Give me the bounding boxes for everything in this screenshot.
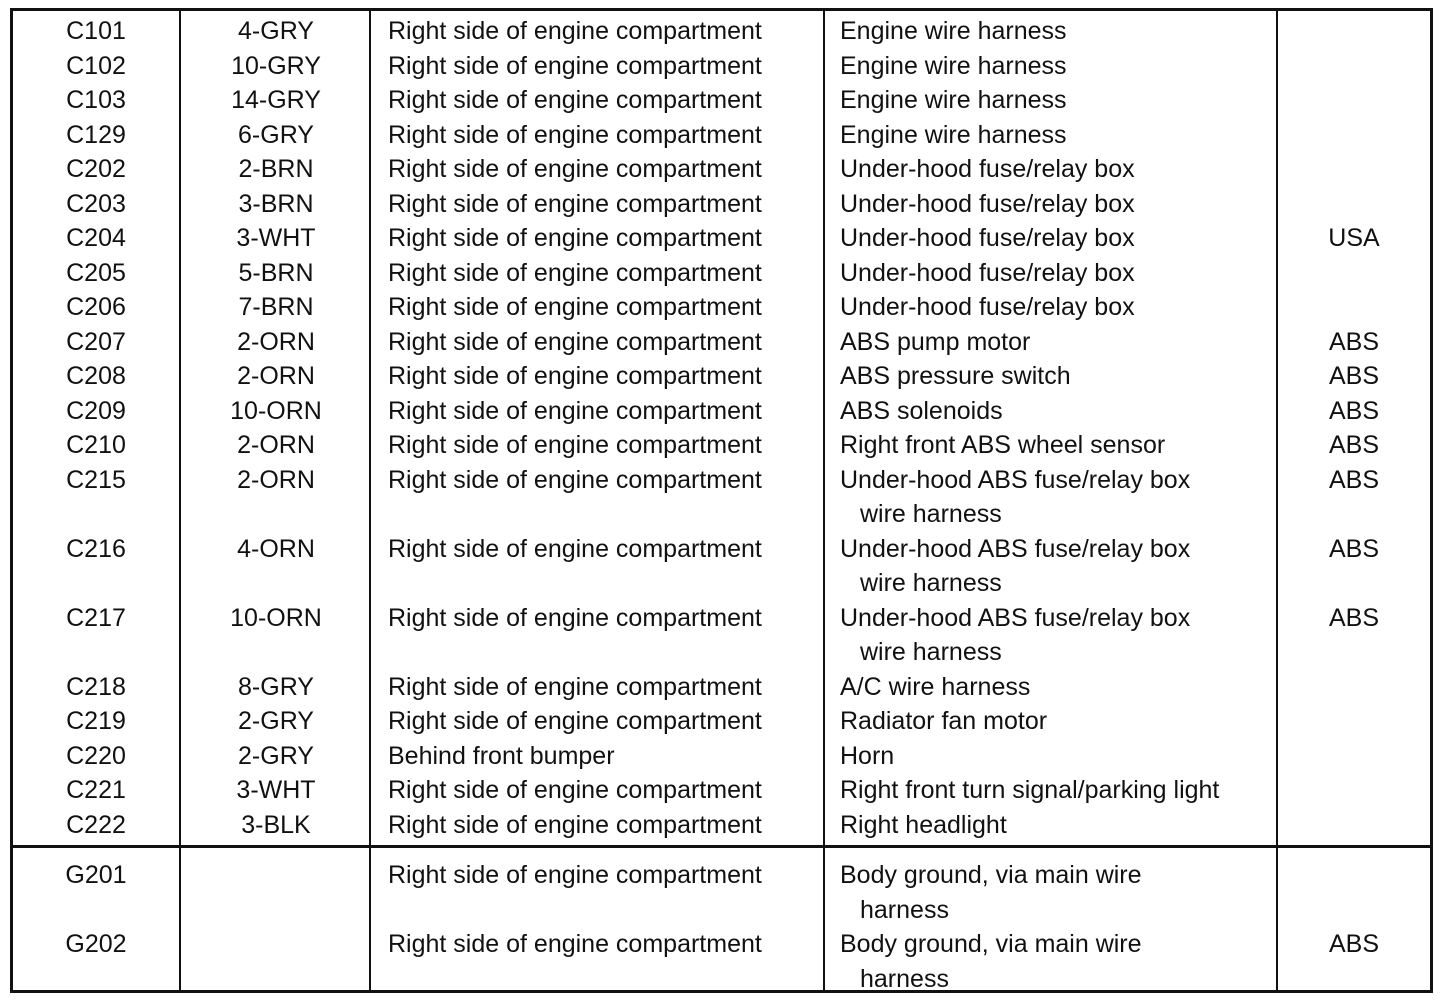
notes-cell: USA <box>1328 224 1380 252</box>
wire-color-cell: 10-GRY <box>231 51 321 80</box>
wire-color-cell: 2-GRY <box>238 741 314 770</box>
location-cell: Right side of engine compartment <box>388 672 762 701</box>
wire-color-cell: 2-GRY <box>238 707 314 735</box>
location-cell: Right side of engine compartment <box>388 120 762 149</box>
wire-color-cell: 3-BLK <box>241 810 311 839</box>
connector-cell: C207 <box>66 327 126 356</box>
location-cell: Right side of engine compartment <box>388 293 762 321</box>
location-cell: Right side of engine compartment <box>388 51 762 80</box>
notes-cell: ABS <box>1328 603 1380 632</box>
notes-cell: ABS <box>1328 465 1380 494</box>
connector-cell: C209 <box>66 396 126 425</box>
connects-to-cell: Under-hood fuse/relay box <box>840 293 1135 321</box>
connects-to-cell: Under-hood fuse/relay box <box>840 189 1135 218</box>
connects-to-cell: Engine wire harness <box>840 120 1067 149</box>
location-cell: Right side of engine compartment <box>388 861 762 889</box>
location-cell: Right side of engine compartment <box>388 396 762 425</box>
connects-to-cell: ABS solenoids <box>840 396 1003 425</box>
location-cell: Right side of engine compartment <box>388 603 762 632</box>
connector-cell: C217 <box>66 603 126 632</box>
connector-cell: C204 <box>66 224 126 252</box>
connects-to-cell: Right front turn signal/parking light <box>840 776 1220 804</box>
wire-color-cell: 3-WHT <box>236 224 316 252</box>
notes-cell: ABS <box>1328 327 1380 356</box>
connects-to-cell: Engine wire harness <box>840 17 1067 45</box>
connector-cell: C206 <box>66 293 126 321</box>
wire-color-cell: 2-ORN <box>237 465 315 494</box>
notes-cell: ABS <box>1328 362 1380 390</box>
wire-color-cell: 8-GRY <box>238 672 314 701</box>
connects-to-cell: wire harness <box>860 638 1002 666</box>
connector-cell: C216 <box>66 534 126 563</box>
wire-color-cell: 10-ORN <box>230 396 322 425</box>
connector-cell: C218 <box>66 672 126 701</box>
wire-color-cell: 4-ORN <box>237 534 315 563</box>
notes-cell: ABS <box>1328 930 1380 958</box>
wire-color-cell: 2-ORN <box>237 431 315 459</box>
location-cell: Right side of engine compartment <box>388 431 762 459</box>
connects-to-cell: Engine wire harness <box>840 86 1067 114</box>
connector-cell: C219 <box>66 707 126 735</box>
connects-to-cell: Body ground, via main wire <box>840 861 1142 889</box>
connector-cell: C102 <box>66 51 126 80</box>
connector-cell: C205 <box>66 258 126 287</box>
wire-color-cell: 6-GRY <box>238 120 314 149</box>
location-cell: Right side of engine compartment <box>388 930 762 958</box>
location-cell: Right side of engine compartment <box>388 776 762 804</box>
connects-to-cell: A/C wire harness <box>840 672 1031 701</box>
location-cell: Right side of engine compartment <box>388 327 762 356</box>
connects-to-cell: harness <box>860 964 949 993</box>
connector-cell: C222 <box>66 810 126 839</box>
connector-cell: C220 <box>66 741 126 770</box>
connects-to-cell: ABS pump motor <box>840 327 1031 356</box>
connector-cell: C210 <box>66 431 126 459</box>
wire-color-cell: 3-BRN <box>238 189 314 218</box>
connects-to-cell: Under-hood ABS fuse/relay box <box>840 465 1191 494</box>
location-cell: Right side of engine compartment <box>388 155 762 183</box>
connector-cell: C202 <box>66 155 126 183</box>
wire-color-cell: 2-BRN <box>238 155 314 183</box>
location-cell: Right side of engine compartment <box>388 707 762 735</box>
connects-to-cell: Under-hood ABS fuse/relay box <box>840 534 1191 563</box>
connects-to-cell: ABS pressure switch <box>840 362 1071 390</box>
location-cell: Right side of engine compartment <box>388 189 762 218</box>
wire-color-cell: 5-BRN <box>238 258 314 287</box>
notes-cell: ABS <box>1328 534 1380 563</box>
location-cell: Right side of engine compartment <box>388 810 762 839</box>
wire-color-cell: 2-ORN <box>237 362 315 390</box>
location-cell: Right side of engine compartment <box>388 534 762 563</box>
connects-to-cell: Body ground, via main wire <box>840 930 1142 958</box>
connector-cell: G201 <box>65 861 127 889</box>
connects-to-cell: Under-hood fuse/relay box <box>840 224 1135 252</box>
connector-table <box>10 8 1433 993</box>
connects-to-cell: Right headlight <box>840 810 1007 839</box>
connector-cell: C215 <box>66 465 126 494</box>
connects-to-cell: wire harness <box>860 569 1002 597</box>
connector-cell: C203 <box>66 189 126 218</box>
connects-to-cell: wire harness <box>860 500 1002 528</box>
connects-to-cell: Horn <box>840 741 895 770</box>
location-cell: Right side of engine compartment <box>388 224 762 252</box>
wire-color-cell: 3-WHT <box>236 776 316 804</box>
wire-color-cell: 2-ORN <box>237 327 315 356</box>
section-divider <box>13 845 1430 848</box>
connects-to-cell: Under-hood ABS fuse/relay box <box>840 603 1191 632</box>
connector-cell: C221 <box>66 776 126 804</box>
wire-color-cell: 10-ORN <box>230 603 322 632</box>
connects-to-cell: Engine wire harness <box>840 51 1067 80</box>
location-cell: Behind front bumper <box>388 741 615 770</box>
connector-cell: C208 <box>66 362 126 390</box>
location-cell: Right side of engine compartment <box>388 258 762 287</box>
connects-to-cell: Radiator fan motor <box>840 707 1048 735</box>
location-cell: Right side of engine compartment <box>388 17 762 45</box>
connector-cell: C129 <box>66 120 126 149</box>
connects-to-cell: harness <box>860 895 949 924</box>
connector-cell: C101 <box>66 17 126 45</box>
connects-to-cell: Right front ABS wheel sensor <box>840 431 1166 459</box>
location-cell: Right side of engine compartment <box>388 86 762 114</box>
notes-cell: ABS <box>1328 431 1380 459</box>
notes-cell: ABS <box>1328 396 1380 425</box>
connects-to-cell: Under-hood fuse/relay box <box>840 258 1135 287</box>
wire-color-cell: 14-GRY <box>231 86 321 114</box>
connector-cell: C103 <box>66 86 126 114</box>
location-cell: Right side of engine compartment <box>388 362 762 390</box>
wire-color-cell: 4-GRY <box>238 17 314 45</box>
location-cell: Right side of engine compartment <box>388 465 762 494</box>
connects-to-cell: Under-hood fuse/relay box <box>840 155 1135 183</box>
connector-cell: G202 <box>65 930 127 958</box>
wire-color-cell: 7-BRN <box>238 293 314 321</box>
